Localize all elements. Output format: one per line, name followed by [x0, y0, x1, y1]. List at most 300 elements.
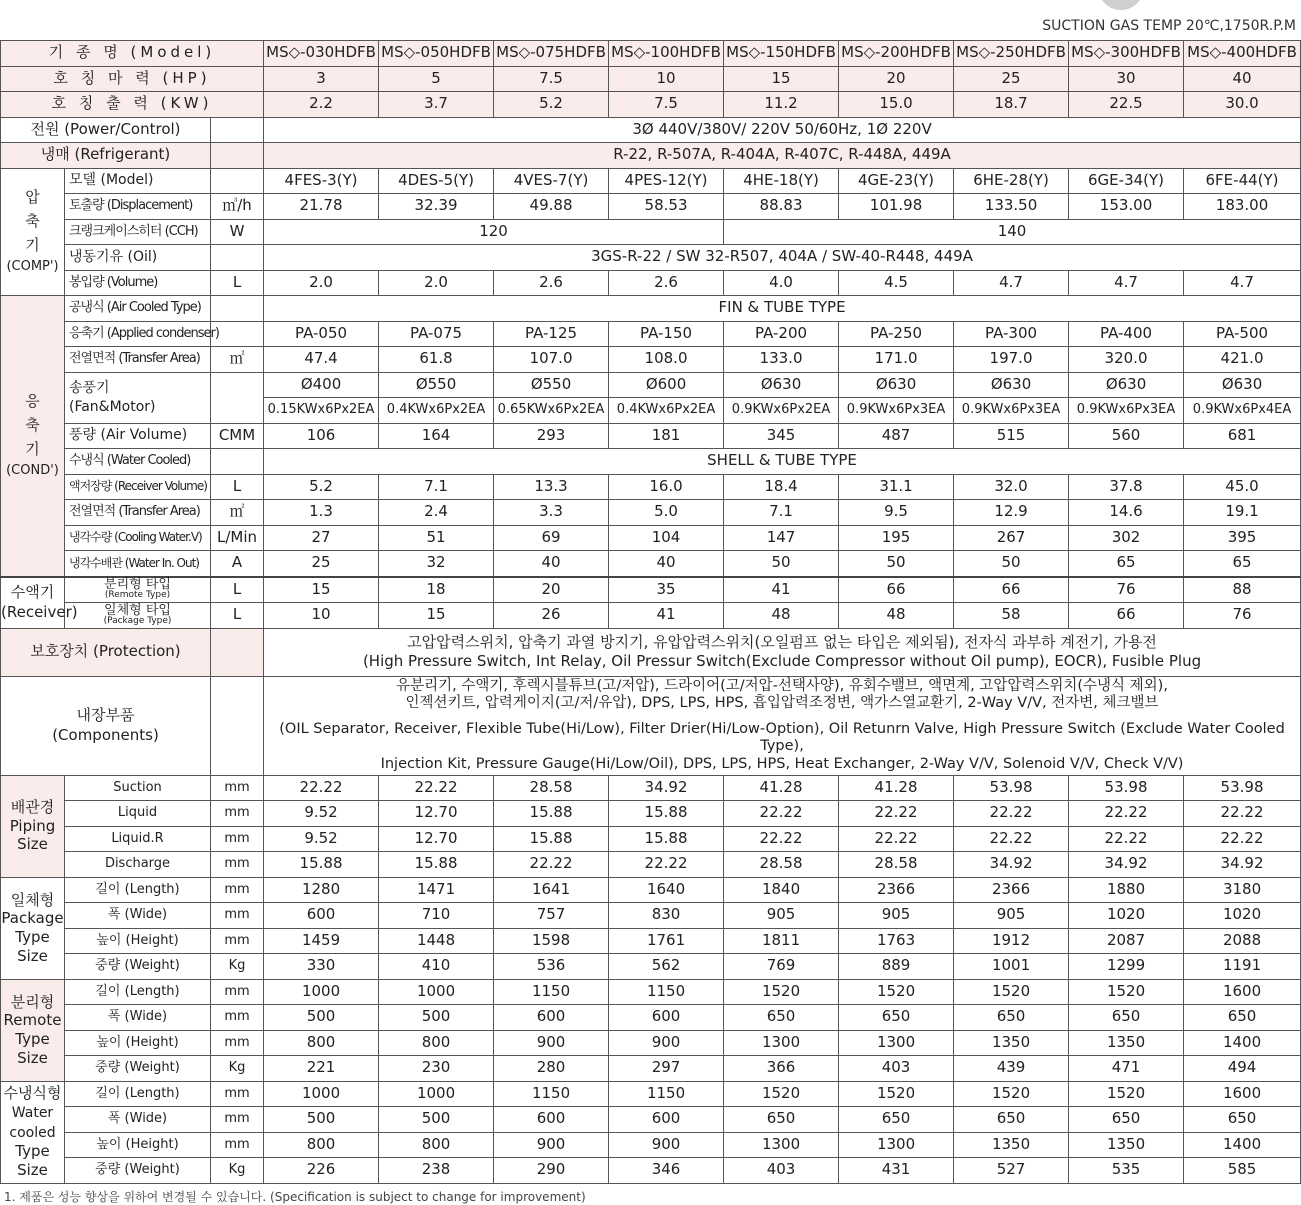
- hp-value: 3: [264, 66, 379, 92]
- unit-mm: mm: [211, 1081, 264, 1107]
- water-pipe-value: 50: [954, 551, 1069, 577]
- label-receiver-en: (Receiver): [1, 602, 78, 621]
- piping-group-text: Piping Size: [9, 816, 56, 854]
- recv-remote-value: 76: [1069, 577, 1184, 603]
- comp-disp-value: 21.78: [264, 194, 379, 220]
- fan-motor-value: 0.9KWx6Px4EA: [1184, 398, 1301, 424]
- unit-mm: mm: [211, 877, 264, 903]
- unit-mm: mm: [211, 775, 264, 801]
- rem-group-text: Remote: [3, 1011, 62, 1030]
- wc-group-text: Type Size: [15, 1142, 50, 1179]
- unit-empty: [211, 245, 264, 271]
- unit-l: L: [211, 577, 264, 603]
- pipe-liquid-r-value: 12.70: [379, 826, 494, 852]
- fan-motor-value: 0.9KWx6Px3EA: [954, 398, 1069, 424]
- pkg-height-value: 1598: [494, 928, 609, 954]
- unit-empty: [211, 117, 264, 143]
- row-recv-remote: [1, 577, 1301, 603]
- label-comp-vol: 봉입량 (Volume): [65, 270, 211, 296]
- pkg-height-value: 1912: [954, 928, 1069, 954]
- wc-weight-value: 431: [839, 1158, 954, 1184]
- fan-motor-value: 0.65KWx6Px2EA: [494, 398, 609, 424]
- rem-wide-value: 650: [954, 1005, 1069, 1031]
- cond-applied-value: PA-500: [1184, 321, 1301, 347]
- unit-empty: [211, 143, 264, 169]
- pkg-height-value: 1763: [839, 928, 954, 954]
- row-comp-disp: [1, 194, 1301, 220]
- comp-vol-value: 2.0: [264, 270, 379, 296]
- unit-lmin: L/Min: [211, 525, 264, 551]
- label-recv-remote: [65, 577, 211, 603]
- label-fan-ko: 송풍기: [69, 380, 110, 397]
- label-cond-applied: 응축기 (Applied condenser): [65, 321, 211, 347]
- pkg-group-text: Package: [1, 909, 64, 928]
- pkg-length-value: 2366: [954, 877, 1069, 903]
- label-rem-length: 길이 (Length): [65, 979, 211, 1005]
- comp-disp-value: 32.39: [379, 194, 494, 220]
- rem-wide-value: 650: [724, 1005, 839, 1031]
- recv-vol-value: 45.0: [1184, 474, 1301, 500]
- rem-weight-value: 297: [609, 1056, 724, 1082]
- water-pipe-value: 40: [494, 551, 609, 577]
- unit-mm: mm: [211, 826, 264, 852]
- pkg-length-value: 1840: [724, 877, 839, 903]
- pipe-suction-value: 22.22: [264, 775, 379, 801]
- pipe-liquid-value: 22.22: [954, 801, 1069, 827]
- fan-dia-value: Ø630: [1069, 372, 1184, 398]
- components-en-1: (OIL Separator, Receiver, Flexible Tube(Hi/Low), Filter Drier(Hi/Low-Option), Oil Retunrn Valve, High Pressure Switch (Exclude Water Cooled Type),: [279, 720, 1285, 755]
- wc-length-value: 1000: [264, 1081, 379, 1107]
- row-comp-vol: [1, 270, 1301, 296]
- label-hp: 호 칭 마 력 (HP): [1, 66, 264, 92]
- wc-length-value: 1150: [609, 1081, 724, 1107]
- fan-dia-value: Ø550: [494, 372, 609, 398]
- pkg-wide-value: 600: [264, 903, 379, 929]
- rem-wide-value: 600: [609, 1005, 724, 1031]
- pkg-wide-value: 1020: [1069, 903, 1184, 929]
- row-fan-dia: [1, 372, 1301, 398]
- wc-weight-value: 226: [264, 1158, 379, 1184]
- model-cell: MS◇-200HDFB: [839, 41, 954, 67]
- cond-applied-value: PA-250: [839, 321, 954, 347]
- row-hp: [1, 66, 1301, 92]
- rem-group-text: 분리형: [10, 992, 55, 1011]
- cond-applied-value: PA-050: [264, 321, 379, 347]
- unit-mm: mm: [211, 852, 264, 878]
- pipe-suction-value: 41.28: [724, 775, 839, 801]
- air-vol-value: 487: [839, 423, 954, 449]
- comp-model-value: 6FE-44(Y): [1184, 168, 1301, 194]
- area2-value: 7.1: [724, 500, 839, 526]
- row-cond-air: [1, 296, 1301, 322]
- label-protection: 보호장치 (Protection): [1, 628, 211, 676]
- air-vol-value: 181: [609, 423, 724, 449]
- row-comp-cch: [1, 219, 1301, 245]
- unit-l: L: [211, 603, 264, 629]
- pipe-liquid-r-value: 15.88: [494, 826, 609, 852]
- wc-length-value: 1520: [954, 1081, 1069, 1107]
- rem-length-value: 1150: [609, 979, 724, 1005]
- pkg-length-value: 1641: [494, 877, 609, 903]
- cool-water-value: 147: [724, 525, 839, 551]
- row-pipe-suction: [1, 775, 1301, 801]
- model-cell: MS◇-400HDFB: [1184, 41, 1301, 67]
- recv-vol-value: 5.2: [264, 474, 379, 500]
- rem-height-value: 1300: [839, 1030, 954, 1056]
- fan-motor-value: 0.15KWx6Px2EA: [264, 398, 379, 424]
- components-value: [264, 676, 1301, 775]
- recv-vol-value: 16.0: [609, 474, 724, 500]
- row-cond-water: [1, 449, 1301, 475]
- wc-height-value: 900: [609, 1132, 724, 1158]
- kw-value: 5.2: [494, 92, 609, 118]
- pipe-suction-value: 28.58: [494, 775, 609, 801]
- label-cond-air: 공냉식 (Air Cooled Type): [65, 296, 211, 322]
- fan-motor-value: 0.4KWx6Px2EA: [609, 398, 724, 424]
- fan-dia-value: Ø630: [724, 372, 839, 398]
- unit-kg: Kg: [211, 1158, 264, 1184]
- rem-weight-value: 221: [264, 1056, 379, 1082]
- pipe-liquid-r-value: 15.88: [609, 826, 724, 852]
- fan-motor-value: 0.9KWx6Px3EA: [1069, 398, 1184, 424]
- comp-model-value: 6HE-28(Y): [954, 168, 1069, 194]
- cond-area-value: 133.0: [724, 347, 839, 373]
- unit-mm: mm: [211, 1107, 264, 1133]
- cond-area-value: 47.4: [264, 347, 379, 373]
- area2-value: 3.3: [494, 500, 609, 526]
- fan-motor-value: 0.9KWx6Px3EA: [839, 398, 954, 424]
- label-cool-water: 냉각수량 (Cooling Water.V): [65, 525, 211, 551]
- pkg-wide-value: 1020: [1184, 903, 1301, 929]
- rem-wide-value: 650: [1069, 1005, 1184, 1031]
- fan-motor-value: 0.4KWx6Px2EA: [379, 398, 494, 424]
- comp-model-value: 4VES-7(Y): [494, 168, 609, 194]
- kw-value: 7.5: [609, 92, 724, 118]
- pipe-discharge-value: 34.92: [954, 852, 1069, 878]
- rem-wide-value: 650: [839, 1005, 954, 1031]
- pipe-discharge-value: 28.58: [839, 852, 954, 878]
- unit-m2: ㎡: [211, 500, 264, 526]
- unit-w: W: [211, 219, 264, 245]
- water-pipe-value: 32: [379, 551, 494, 577]
- unit-empty: [211, 676, 264, 775]
- cond-area-value: 108.0: [609, 347, 724, 373]
- rem-length-value: 1520: [954, 979, 1069, 1005]
- row-cond-area: [1, 347, 1301, 373]
- air-vol-value: 345: [724, 423, 839, 449]
- air-vol-value: 560: [1069, 423, 1184, 449]
- wc-wide-value: 600: [494, 1107, 609, 1133]
- fan-motor-value: 0.9KWx6Px2EA: [724, 398, 839, 424]
- wc-height-value: 1350: [1069, 1132, 1184, 1158]
- pkg-group-text: Type Size: [15, 928, 50, 965]
- rem-weight-value: 403: [839, 1056, 954, 1082]
- unit-l: L: [211, 474, 264, 500]
- wc-weight-value: 290: [494, 1158, 609, 1184]
- rem-length-value: 1150: [494, 979, 609, 1005]
- unit-mm: mm: [211, 928, 264, 954]
- unit-m3h: ㎥/h: [211, 194, 264, 220]
- hp-value: 5: [379, 66, 494, 92]
- wc-height-value: 1300: [839, 1132, 954, 1158]
- cond-applied-value: PA-075: [379, 321, 494, 347]
- pkg-wide-value: 905: [954, 903, 1069, 929]
- recv-pkg-value: 15: [379, 603, 494, 629]
- area2-value: 9.5: [839, 500, 954, 526]
- cool-water-value: 104: [609, 525, 724, 551]
- label-area2: 전열면적 (Transfer Area): [65, 500, 211, 526]
- wc-height-value: 1350: [954, 1132, 1069, 1158]
- comp-model-value: 6GE-34(Y): [1069, 168, 1184, 194]
- label-kw: 호 칭 출 력 (KW): [1, 92, 264, 118]
- recv-vol-value: 7.1: [379, 474, 494, 500]
- cool-water-value: 395: [1184, 525, 1301, 551]
- unit-empty: [211, 449, 264, 475]
- fan-dia-value: Ø630: [839, 372, 954, 398]
- kw-value: 2.2: [264, 92, 379, 118]
- kw-value: 30.0: [1184, 92, 1301, 118]
- recv-remote-value: 41: [724, 577, 839, 603]
- unit-empty: [211, 168, 264, 194]
- label-pipe-liquid-r: Liquid.R: [65, 826, 211, 852]
- fan-dia-value: Ø600: [609, 372, 724, 398]
- wc-wide-value: 650: [724, 1107, 839, 1133]
- row-air-vol: [1, 423, 1301, 449]
- pipe-discharge-value: 15.88: [264, 852, 379, 878]
- power-value: 3Ø 440V/380V/ 220V 50/60Hz, 1Ø 220V: [264, 117, 1301, 143]
- wc-height-value: 1300: [724, 1132, 839, 1158]
- row-protection: [1, 628, 1301, 676]
- components-ko: 내장부품: [76, 706, 135, 724]
- pkg-length-value: 1280: [264, 877, 379, 903]
- model-cell: MS◇-075HDFB: [494, 41, 609, 67]
- recv-pkg-value: 48: [724, 603, 839, 629]
- recv-pkg-ko: 일체형 타입: [104, 602, 171, 618]
- pipe-suction-value: 53.98: [1184, 775, 1301, 801]
- label-comp-model: 모델 (Model): [65, 168, 211, 194]
- unit-empty: [211, 372, 264, 423]
- row-rem-weight: [1, 1056, 1301, 1082]
- unit-mm: mm: [211, 1030, 264, 1056]
- wc-height-value: 800: [379, 1132, 494, 1158]
- cond-group-char: (COND'): [6, 463, 59, 479]
- label-wc-height: 높이 (Height): [65, 1132, 211, 1158]
- pkg-height-value: 1459: [264, 928, 379, 954]
- label-wc-length: 길이 (Length): [65, 1081, 211, 1107]
- pipe-liquid-value: 22.22: [1184, 801, 1301, 827]
- comp-group-char: 압: [25, 188, 40, 207]
- cond-applied-value: PA-300: [954, 321, 1069, 347]
- recv-remote-value: 88: [1184, 577, 1301, 603]
- wc-weight-value: 527: [954, 1158, 1069, 1184]
- label-water-pipe: 냉각수배관 (Water In. Out): [65, 551, 211, 577]
- area2-value: 1.3: [264, 500, 379, 526]
- comp-disp-value: 153.00: [1069, 194, 1184, 220]
- wc-weight-value: 585: [1184, 1158, 1301, 1184]
- unit-mm: mm: [211, 979, 264, 1005]
- unit-kg: Kg: [211, 954, 264, 980]
- rem-height-value: 1350: [1069, 1030, 1184, 1056]
- recv-remote-text: [65, 579, 210, 600]
- pkg-weight-value: 1299: [1069, 954, 1184, 980]
- wc-height-value: 900: [494, 1132, 609, 1158]
- cool-water-value: 195: [839, 525, 954, 551]
- cool-water-value: 267: [954, 525, 1069, 551]
- unit-m2: ㎡: [211, 347, 264, 373]
- pkg-weight-value: 330: [264, 954, 379, 980]
- cond-area-value: 197.0: [954, 347, 1069, 373]
- air-vol-value: 515: [954, 423, 1069, 449]
- row-wc-length: [1, 1081, 1301, 1107]
- label-components: [1, 676, 211, 775]
- rem-weight-value: 280: [494, 1056, 609, 1082]
- comp-disp-value: 101.98: [839, 194, 954, 220]
- label-refrigerant: 냉매 (Refrigerant): [1, 143, 211, 169]
- fan-dia-value: Ø400: [264, 372, 379, 398]
- pkg-weight-value: 1001: [954, 954, 1069, 980]
- cond-area-value: 421.0: [1184, 347, 1301, 373]
- rem-weight-value: 494: [1184, 1056, 1301, 1082]
- cond-applied-value: PA-125: [494, 321, 609, 347]
- pkg-height-value: 1448: [379, 928, 494, 954]
- unit-kg: Kg: [211, 1056, 264, 1082]
- cond-applied-value: PA-400: [1069, 321, 1184, 347]
- pipe-liquid-r-value: 22.22: [954, 826, 1069, 852]
- pipe-suction-value: 53.98: [954, 775, 1069, 801]
- protection-ko: 고압압력스위치, 압축기 과열 방지기, 유압압력스위치(오일펌프 없는 타입은 제외됨), 전자식 과부하 계전기, 가용전: [407, 633, 1157, 652]
- recv-pkg-value: 58: [954, 603, 1069, 629]
- rem-height-value: 800: [264, 1030, 379, 1056]
- wc-length-value: 1520: [724, 1081, 839, 1107]
- wc-wide-value: 500: [379, 1107, 494, 1133]
- recv-pkg-value: 10: [264, 603, 379, 629]
- label-recv-vol: 액저장량 (Receiver Volume): [65, 474, 211, 500]
- pkg-weight-value: 410: [379, 954, 494, 980]
- model-cell: MS◇-100HDFB: [609, 41, 724, 67]
- comp-model-value: 4DES-5(Y): [379, 168, 494, 194]
- wc-weight-value: 535: [1069, 1158, 1184, 1184]
- cool-water-value: 51: [379, 525, 494, 551]
- rem-length-value: 1520: [724, 979, 839, 1005]
- pipe-liquid-r-value: 22.22: [1069, 826, 1184, 852]
- cond-group-char: 축: [25, 416, 40, 435]
- rem-height-value: 1400: [1184, 1030, 1301, 1056]
- spec-table: [0, 40, 1301, 1184]
- components-en-2: Injection Kit, Pressure Gauge(Hi/Low/Oil), DPS, LPS, HPS, Heat Exchanger, 2-Way V/V, Solenoid V/V, Check V/V): [380, 755, 1184, 772]
- cch-value-a: 120: [264, 219, 724, 245]
- label-cond-area: 전열면적 (Transfer Area): [65, 347, 211, 373]
- row-pipe-liquid-r: [1, 826, 1301, 852]
- model-cell: MS◇-050HDFB: [379, 41, 494, 67]
- cool-water-value: 69: [494, 525, 609, 551]
- pipe-discharge-value: 22.22: [609, 852, 724, 878]
- comp-model-value: 4PES-12(Y): [609, 168, 724, 194]
- wc-height-value: 1400: [1184, 1132, 1301, 1158]
- pkg-wide-value: 905: [839, 903, 954, 929]
- label-rem-height: 높이 (Height): [65, 1030, 211, 1056]
- comp-vol-value: 2.6: [494, 270, 609, 296]
- pkg-weight-value: 562: [609, 954, 724, 980]
- wc-height-value: 800: [264, 1132, 379, 1158]
- row-comp-model: [1, 168, 1301, 194]
- row-pkg-wide: [1, 903, 1301, 929]
- oil-value: 3GS-R-22 / SW 32-R507, 404A / SW-40-R448, 449A: [264, 245, 1301, 271]
- row-wc-weight: [1, 1158, 1301, 1184]
- rem-length-value: 1000: [379, 979, 494, 1005]
- cond-group-char: 응: [25, 392, 40, 411]
- row-area2: [1, 500, 1301, 526]
- rem-height-value: 900: [609, 1030, 724, 1056]
- cond-applied-value: PA-200: [724, 321, 839, 347]
- protection-en: (High Pressure Switch, Int Relay, Oil Pressur Switch(Exclude Compressor without Oil pump), EOCR), Fusible Plug: [362, 652, 1202, 670]
- label-fan-en: (Fan&Motor): [69, 398, 156, 415]
- pkg-height-value: 2087: [1069, 928, 1184, 954]
- wc-wide-value: 650: [954, 1107, 1069, 1133]
- fan-dia-value: Ø550: [379, 372, 494, 398]
- wc-wide-value: 650: [839, 1107, 954, 1133]
- kw-value: 18.7: [954, 92, 1069, 118]
- water-pipe-value: 50: [724, 551, 839, 577]
- recv-vol-value: 37.8: [1069, 474, 1184, 500]
- hp-value: 30: [1069, 66, 1184, 92]
- comp-vol-value: 4.0: [724, 270, 839, 296]
- row-power: [1, 117, 1301, 143]
- wc-group-label: [1, 1081, 65, 1183]
- label-pkg-wide: 폭 (Wide): [65, 903, 211, 929]
- row-wc-wide: [1, 1107, 1301, 1133]
- unit-a: A: [211, 551, 264, 577]
- label-rem-weight: 중량 (Weight): [65, 1056, 211, 1082]
- wc-length-value: 1000: [379, 1081, 494, 1107]
- pkg-height-value: 1811: [724, 928, 839, 954]
- comp-group-char: 기: [25, 236, 40, 255]
- rem-height-value: 1300: [724, 1030, 839, 1056]
- components-ko-1: 유분리기, 수액기, 후렉시블튜브(고/저압), 드라이어(고/저압-선택사양), 유회수밸브, 액면계, 고압압력스위치(수냉식 제외),: [396, 678, 1168, 695]
- row-pipe-liquid: [1, 801, 1301, 827]
- cond-area-value: 107.0: [494, 347, 609, 373]
- unit-l: L: [211, 270, 264, 296]
- unit-mm: mm: [211, 903, 264, 929]
- wc-wide-value: 500: [264, 1107, 379, 1133]
- recv-remote-value: 18: [379, 577, 494, 603]
- comp-model-value: 4FES-3(Y): [264, 168, 379, 194]
- row-rem-height: [1, 1030, 1301, 1056]
- hp-value: 15: [724, 66, 839, 92]
- row-comp-oil: [1, 245, 1301, 271]
- air-vol-value: 293: [494, 423, 609, 449]
- label-pkg-weight: 중량 (Weight): [65, 954, 211, 980]
- row-refrigerant: [1, 143, 1301, 169]
- kw-value: 11.2: [724, 92, 839, 118]
- label-fan: [65, 372, 211, 423]
- label-pipe-liquid: Liquid: [65, 801, 211, 827]
- components-ko-2: 인젝션키트, 압력게이지(고/저/유압), DPS, LPS, HPS, 흡입압력조정변, 액가스열교환기, 2-Way V/V, 전자변, 체크밸브: [405, 695, 1159, 712]
- rem-length-value: 1520: [1069, 979, 1184, 1005]
- rem-wide-value: 500: [264, 1005, 379, 1031]
- label-rem-wide: 폭 (Wide): [65, 1005, 211, 1031]
- area2-value: 5.0: [609, 500, 724, 526]
- label-pkg-height: 높이 (Height): [65, 928, 211, 954]
- pkg-wide-value: 830: [609, 903, 724, 929]
- pkg-weight-value: 1191: [1184, 954, 1301, 980]
- hp-value: 20: [839, 66, 954, 92]
- rem-weight-value: 366: [724, 1056, 839, 1082]
- area2-value: 14.6: [1069, 500, 1184, 526]
- header-note: SUCTION GAS TEMP 20℃,1750R.P.M: [1042, 18, 1296, 34]
- recv-pkg-value: 41: [609, 603, 724, 629]
- recv-remote-en: (Remote Type): [104, 590, 171, 601]
- cond-area-value: 320.0: [1069, 347, 1184, 373]
